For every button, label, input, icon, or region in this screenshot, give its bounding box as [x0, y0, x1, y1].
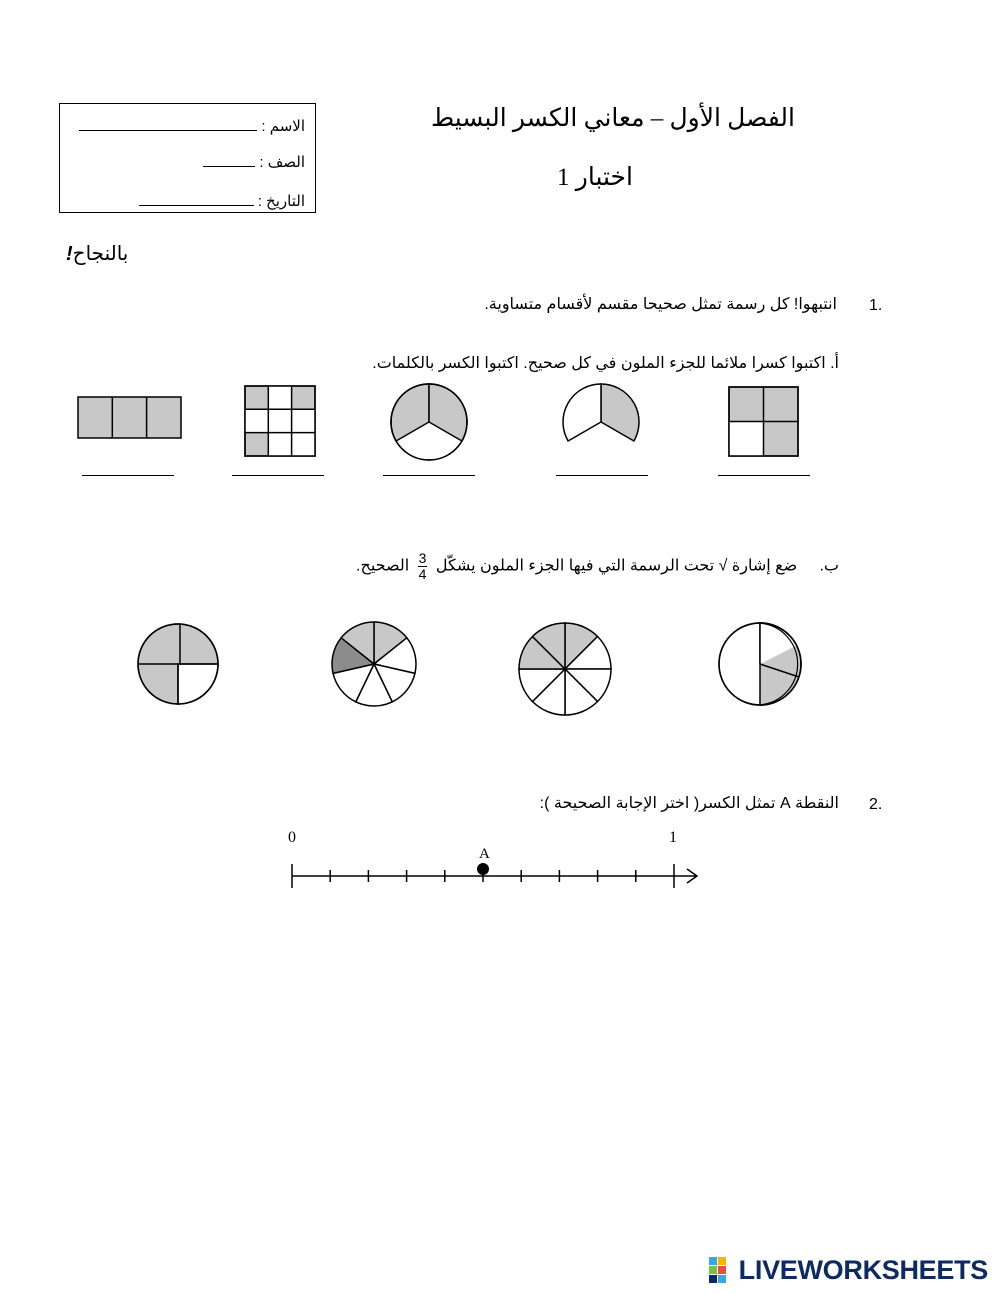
- part-b-text-before: ضع إشارة √ تحت الرسمة التي فيها الجزء الملون يشكّل: [435, 557, 798, 575]
- part-a-text: أ. اكتبوا كسرا ملائما للجزء الملون في كل صحيح. اكتبوا الكسر بالكلمات.: [372, 355, 839, 372]
- brand-logo: [709, 1254, 988, 1286]
- class-label: الصف :: [259, 154, 305, 171]
- part-b-letter: ب.: [819, 557, 839, 575]
- good-luck-mark: !: [66, 243, 73, 265]
- question-1-number: 1.: [869, 297, 883, 314]
- page-subtitle: اختبار 1: [557, 164, 633, 191]
- fraction-numerator: 3: [418, 550, 427, 566]
- brand-text: LIVEWORKSHEETS: [738, 1254, 988, 1285]
- question-1-text: انتبهوا! كل رسمة تمثل صحيحا مقسم لأقسام متساوية.: [484, 296, 837, 313]
- good-luck-word: بالنجاح: [72, 243, 129, 265]
- number-line-end-label: 1: [669, 829, 677, 846]
- question-2-number: 2.: [869, 796, 883, 813]
- liveworksheets-logo-icon: [709, 1257, 735, 1283]
- part-b-text-after: الصحيح.: [356, 557, 410, 575]
- fraction-denominator: 4: [418, 566, 427, 582]
- point-a-marker: [477, 863, 489, 875]
- number-line-point-label: A: [479, 846, 490, 862]
- name-label: الاسم :: [261, 118, 305, 135]
- date-label: التاريخ :: [257, 193, 305, 210]
- question-2-text: النقطة A تمثل الكسر( اختر الإجابة الصحيحة ):: [539, 795, 839, 812]
- number-line-start-label: 0: [288, 829, 296, 846]
- page-title: الفصل الأول – معاني الكسر البسيط: [430, 105, 795, 132]
